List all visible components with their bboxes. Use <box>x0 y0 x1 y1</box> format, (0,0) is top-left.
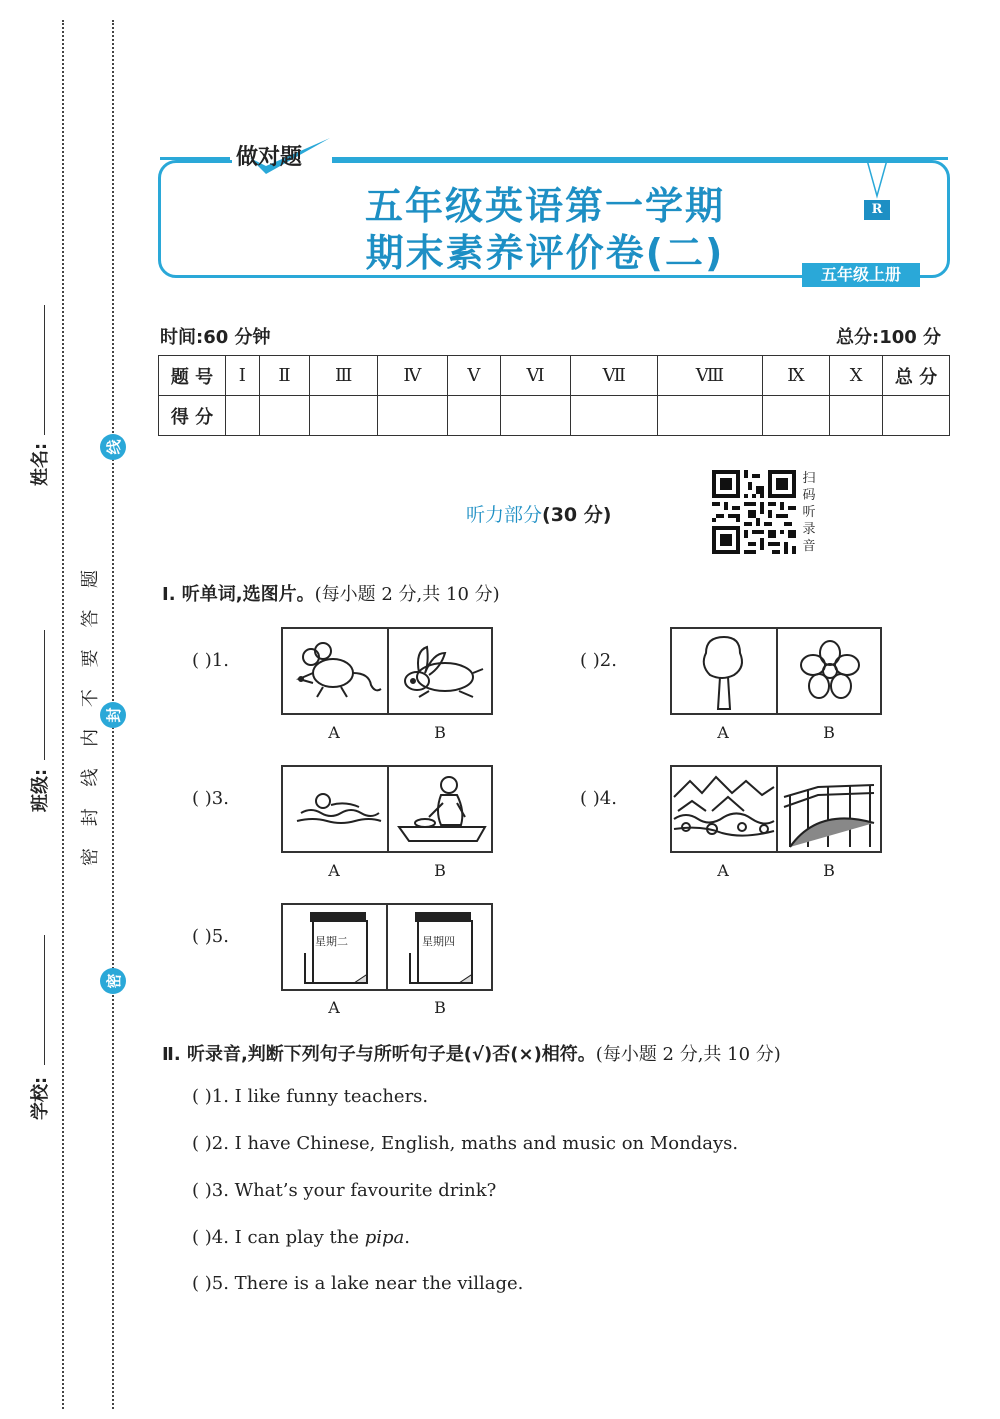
picture-box-q2 <box>670 627 882 715</box>
sentence-text: ( )4. I can play the <box>192 1227 365 1248</box>
option-b-label: B <box>434 998 446 1017</box>
listening-heading <box>466 500 611 527</box>
score-cell[interactable] <box>658 396 762 436</box>
page-title-line2: 期末素养评价卷(二) <box>365 231 725 275</box>
scan-char: 扫 <box>802 471 816 486</box>
sentence-item[interactable]: ( )5. There is a lake near the village. <box>192 1273 524 1294</box>
table-header-cell: Ⅷ <box>658 356 762 396</box>
table-header-cell: Ⅹ <box>830 356 883 396</box>
answer-blank-q1[interactable]: ( )1. <box>192 650 229 671</box>
seal-circle-secret: 密 <box>100 968 126 994</box>
school-field-line[interactable] <box>44 935 45 1065</box>
table-row <box>159 356 950 396</box>
option-b-label: B <box>434 723 446 742</box>
sentence-item[interactable]: ( )1. I like funny teachers. <box>192 1086 429 1107</box>
tree-icon[interactable] <box>672 629 776 713</box>
sentence-item[interactable] <box>192 1227 410 1248</box>
table-header-cell: Ⅲ <box>310 356 378 396</box>
exam-time: 时间:60 分钟 <box>160 327 271 348</box>
table-header-cell: Ⅴ <box>447 356 500 396</box>
picture-box-q3 <box>281 765 493 853</box>
score-cell[interactable] <box>571 396 658 436</box>
rabbit-icon[interactable] <box>387 629 493 713</box>
score-table <box>158 355 950 436</box>
score-cell[interactable] <box>310 396 378 436</box>
score-cell[interactable] <box>883 396 950 436</box>
name-label: 姓名: <box>30 442 51 486</box>
calendar-icon[interactable] <box>386 905 491 989</box>
option-a-label: A <box>328 723 340 742</box>
part1-title: Ⅰ. 听单词,选图片。 <box>162 584 315 605</box>
scan-char: 录 <box>802 522 816 537</box>
mouse-icon[interactable] <box>283 629 387 713</box>
option-b-label: B <box>823 723 835 742</box>
exam-total: 总分:100 分 <box>836 327 942 348</box>
class-label: 班级: <box>30 768 51 812</box>
answer-blank-q3[interactable]: ( )3. <box>192 788 229 809</box>
option-labels-q2 <box>670 723 882 742</box>
scan-char: 音 <box>802 539 816 554</box>
table-row <box>159 396 950 436</box>
answer-blank-q4[interactable]: ( )4. <box>580 788 617 809</box>
table-header-cell: Ⅱ <box>259 356 310 396</box>
listening-heading-text: 听力部分 <box>466 504 543 526</box>
table-header-cell: Ⅶ <box>571 356 658 396</box>
option-a-label: A <box>717 861 729 880</box>
header-top-line <box>160 157 230 160</box>
sentence-end: . <box>404 1227 411 1248</box>
seal-circle-seal: 封 <box>100 702 126 728</box>
village-icon[interactable] <box>672 767 776 851</box>
seal-circle-line: 线 <box>100 434 126 460</box>
answer-blank-q2[interactable]: ( )2. <box>580 650 617 671</box>
score-cell[interactable] <box>500 396 570 436</box>
option-a-label: A <box>328 998 340 1017</box>
calendar-icon[interactable] <box>283 905 386 989</box>
part2-title: Ⅱ. 听录音,判断下列句子与所听句子是(√)否(×)相符。 <box>162 1044 596 1065</box>
option-labels-q3 <box>281 861 493 880</box>
seal-warning-text: 密 封 线 内 不 要 答 题 <box>80 561 101 866</box>
class-field-line[interactable] <box>44 630 45 760</box>
part2-heading <box>162 1040 781 1066</box>
score-cell[interactable] <box>259 396 310 436</box>
scan-char: 码 <box>802 488 816 503</box>
grade-badge: 五年级上册 <box>802 263 920 287</box>
part1-heading <box>162 580 500 606</box>
sentence-item[interactable]: ( )2. I have Chinese, English, maths and music on Mondays. <box>192 1133 739 1154</box>
picture-box-q4 <box>670 765 882 853</box>
table-header-cell: Ⅸ <box>762 356 830 396</box>
part1-note: (每小题 2 分,共 10 分) <box>314 584 500 605</box>
sentence-item[interactable]: ( )3. What’s your favourite drink? <box>192 1180 497 1201</box>
name-field-line[interactable] <box>44 305 45 435</box>
table-header-cell: Ⅵ <box>500 356 570 396</box>
option-b-label: B <box>434 861 446 880</box>
picture-box-q1 <box>281 627 493 715</box>
scan-char: 听 <box>802 505 816 520</box>
option-labels-q4 <box>670 861 882 880</box>
listening-points: (30 分) <box>542 504 612 526</box>
option-a-label: A <box>328 861 340 880</box>
calendar-day-text: 星期二 <box>315 935 348 948</box>
flower-icon[interactable] <box>776 629 882 713</box>
option-labels-q5 <box>281 998 493 1017</box>
score-cell[interactable] <box>377 396 447 436</box>
sentence-italic-word: pipa <box>364 1227 405 1248</box>
option-b-label: B <box>823 861 835 880</box>
scan-to-listen-text <box>801 470 817 555</box>
qr-code-icon[interactable] <box>712 470 796 554</box>
school-label: 学校: <box>30 1076 51 1120</box>
table-header-label: 题 号 <box>159 356 226 396</box>
table-header-total: 总 分 <box>883 356 950 396</box>
score-cell[interactable] <box>447 396 500 436</box>
header-top-line <box>332 157 948 160</box>
option-a-label: A <box>717 723 729 742</box>
part2-note: (每小题 2 分,共 10 分) <box>595 1044 781 1065</box>
score-cell[interactable] <box>762 396 830 436</box>
page-title-line1: 五年级英语第一学期 <box>364 184 725 228</box>
table-header-cell: Ⅳ <box>377 356 447 396</box>
picture-box-q5 <box>281 903 493 991</box>
option-labels-q1 <box>281 723 493 742</box>
score-row-label: 得 分 <box>159 396 226 436</box>
header-tag-text: 做对题 <box>236 145 303 170</box>
binding-dotted-line <box>62 20 64 1409</box>
score-cell[interactable] <box>830 396 883 436</box>
cook-icon[interactable] <box>387 767 493 851</box>
ribbon-decoration <box>866 160 888 200</box>
swimmer-icon[interactable] <box>283 767 387 851</box>
table-header-cell: Ⅰ <box>226 356 260 396</box>
score-cell[interactable] <box>226 396 260 436</box>
calendar-day-text: 星期四 <box>422 935 455 948</box>
edition-mark: R <box>864 200 890 220</box>
bridge-icon[interactable] <box>776 767 882 851</box>
answer-blank-q5[interactable]: ( )5. <box>192 926 229 947</box>
